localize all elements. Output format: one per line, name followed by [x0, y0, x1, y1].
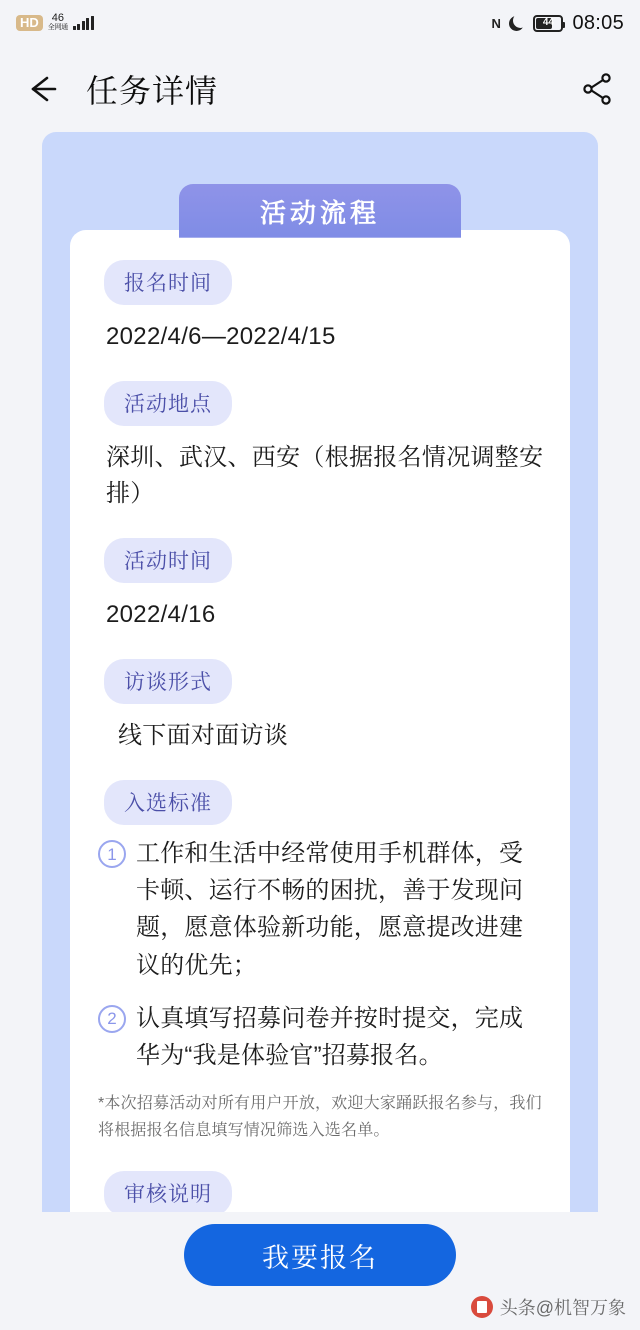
hd-badge: HD: [16, 15, 43, 31]
clock-label: 08:05: [572, 11, 624, 34]
bottom-action-bar: [0, 1212, 640, 1330]
watermark-logo-icon: [471, 1296, 493, 1318]
section-content: [70, 230, 570, 1212]
field-label-row: [104, 780, 544, 825]
field-label-review: 审核说明: [104, 1171, 232, 1213]
signal-strength-icon: [73, 16, 94, 30]
arrow-left-icon: [22, 68, 64, 110]
list-item: [96, 1000, 544, 1074]
field-label-interview-format: 访谈形式: [104, 659, 232, 704]
watermark: [471, 1294, 626, 1320]
network-type-indicator: [48, 13, 68, 33]
network-sub-label: 全网通: [47, 24, 68, 31]
page-body: [0, 132, 640, 1330]
status-bar: [0, 0, 640, 46]
navigation-bar: [0, 46, 640, 132]
do-not-disturb-moon-icon: [509, 16, 524, 31]
criteria-list: [96, 835, 544, 1074]
field-label-criteria: 入选标准: [104, 780, 232, 825]
field-label-row: [104, 659, 544, 704]
watermark-text: 头条@机智万象: [499, 1298, 626, 1318]
field-value-interview-format: 线下面对面访谈: [118, 722, 289, 749]
status-bar-right: [492, 12, 624, 35]
field-label-row: [104, 1171, 544, 1213]
share-button[interactable]: [578, 69, 618, 109]
status-bar-left: [16, 13, 94, 33]
battery-icon: [533, 15, 563, 32]
list-item: [96, 835, 544, 984]
field-value-location: 深圳、武汉、西安（根据报名情况调整安排）: [106, 444, 544, 507]
section-activity-process: [70, 184, 570, 1212]
page-title: 任务详情: [86, 73, 219, 109]
list-number-badge: 2: [98, 1005, 126, 1033]
field-label-activity-time: 活动时间: [104, 538, 232, 583]
field-label-row: [104, 260, 544, 305]
list-item-text: 工作和生活中经常使用手机群体，受卡顿、运行不畅的困扰，善于发现问题，愿意体验新功能，愿意提改进建议的优先；: [136, 840, 524, 979]
signup-button[interactable]: 我要报名: [184, 1224, 456, 1286]
field-label-signup-time: 报名时间: [104, 260, 232, 305]
task-detail-card: [42, 132, 598, 1212]
field-label-row: [104, 538, 544, 583]
scroll-area[interactable]: [42, 132, 598, 1212]
criteria-note: *本次招募活动对所有用户开放，欢迎大家踊跃报名参与，我们将根据报名信息填写情况筛选入选名单。: [98, 1095, 542, 1140]
section-title-tab: 活动流程: [179, 184, 461, 238]
share-nodes-icon: [578, 69, 618, 109]
network-type-label: 46: [51, 12, 64, 24]
back-button[interactable]: [22, 68, 64, 110]
battery-level-label: 44: [542, 17, 554, 28]
list-item-text: 认真填写招募问卷并按时提交，完成华为“我是体验官”招募报名。: [136, 1004, 524, 1069]
field-value-activity-time: 2022/4/16: [106, 601, 216, 628]
field-value-signup-time: 2022/4/6—2022/4/15: [106, 323, 336, 350]
field-label-location: 活动地点: [104, 381, 232, 426]
nfc-icon: N: [491, 15, 501, 31]
field-label-row: [104, 381, 544, 426]
list-number-badge: 1: [98, 840, 126, 868]
